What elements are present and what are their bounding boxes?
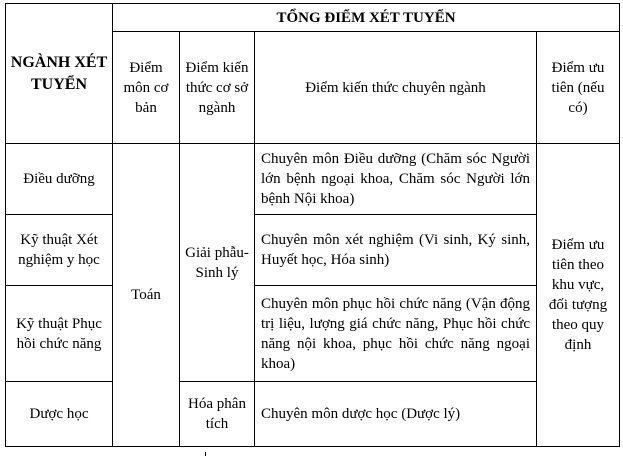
chuyen-nganh-cell: Chuyên môn phục hồi chức năng (Vận động trị liệu, lượng giá chức năng, Phục hồi chức năng nội khoa, phục hồi chức năng ngoại khoa) — [255, 286, 537, 382]
nganh-cell: Kỹ thuật Phục hồi chức năng — [6, 286, 113, 382]
chuyen-nganh-cell: Chuyên môn Điều dưỡng (Chăm sóc Người lớn bệnh ngoại khoa, Chăm sóc Người lớn bệnh Nội khoa) — [255, 144, 537, 215]
table-row — [6, 144, 620, 215]
nganh-cell: Kỹ thuật Xét nghiệm y học — [6, 215, 113, 286]
table-row — [6, 215, 620, 286]
header-tong-diem-xet-tuyen: TỔNG ĐIỂM XÉT TUYỂN — [113, 4, 620, 32]
admission-score-table — [5, 3, 620, 447]
header-diem-uu-tien: Điểm ưu tiên (nếu có) — [537, 32, 620, 144]
diem-co-so-shared-cell: Giải phẫu-Sinh lý — [180, 144, 255, 382]
diem-co-ban-cell: Toán — [113, 144, 180, 447]
diem-uu-tien-cell: Điểm ưu tiên theo khu vực, đối tượng theo quy định — [537, 144, 620, 447]
chuyen-nganh-cell: Chuyên môn dược học (Dược lý) — [255, 382, 537, 447]
nganh-cell: Điều dưỡng — [6, 144, 113, 215]
table-row — [6, 286, 620, 382]
header-diem-kien-thuc-chuyen-nganh: Điểm kiến thức chuyên ngành — [255, 32, 537, 144]
header-diem-kien-thuc-co-so-nganh: Điểm kiến thức cơ sở ngành — [180, 32, 255, 144]
header-diem-mon-co-ban: Điểm môn cơ bản — [113, 32, 180, 144]
diem-co-so-cell: Hóa phân tích — [180, 382, 255, 447]
header-nganh-xet-tuyen: NGÀNH XÉT TUYỂN — [6, 4, 113, 144]
chuyen-nganh-cell: Chuyên môn xét nghiệm (Vi sinh, Ký sinh, Huyết học, Hóa sinh) — [255, 215, 537, 286]
table-edge-fragment — [205, 452, 212, 456]
nganh-cell: Dược học — [6, 382, 113, 447]
table-row — [6, 382, 620, 447]
